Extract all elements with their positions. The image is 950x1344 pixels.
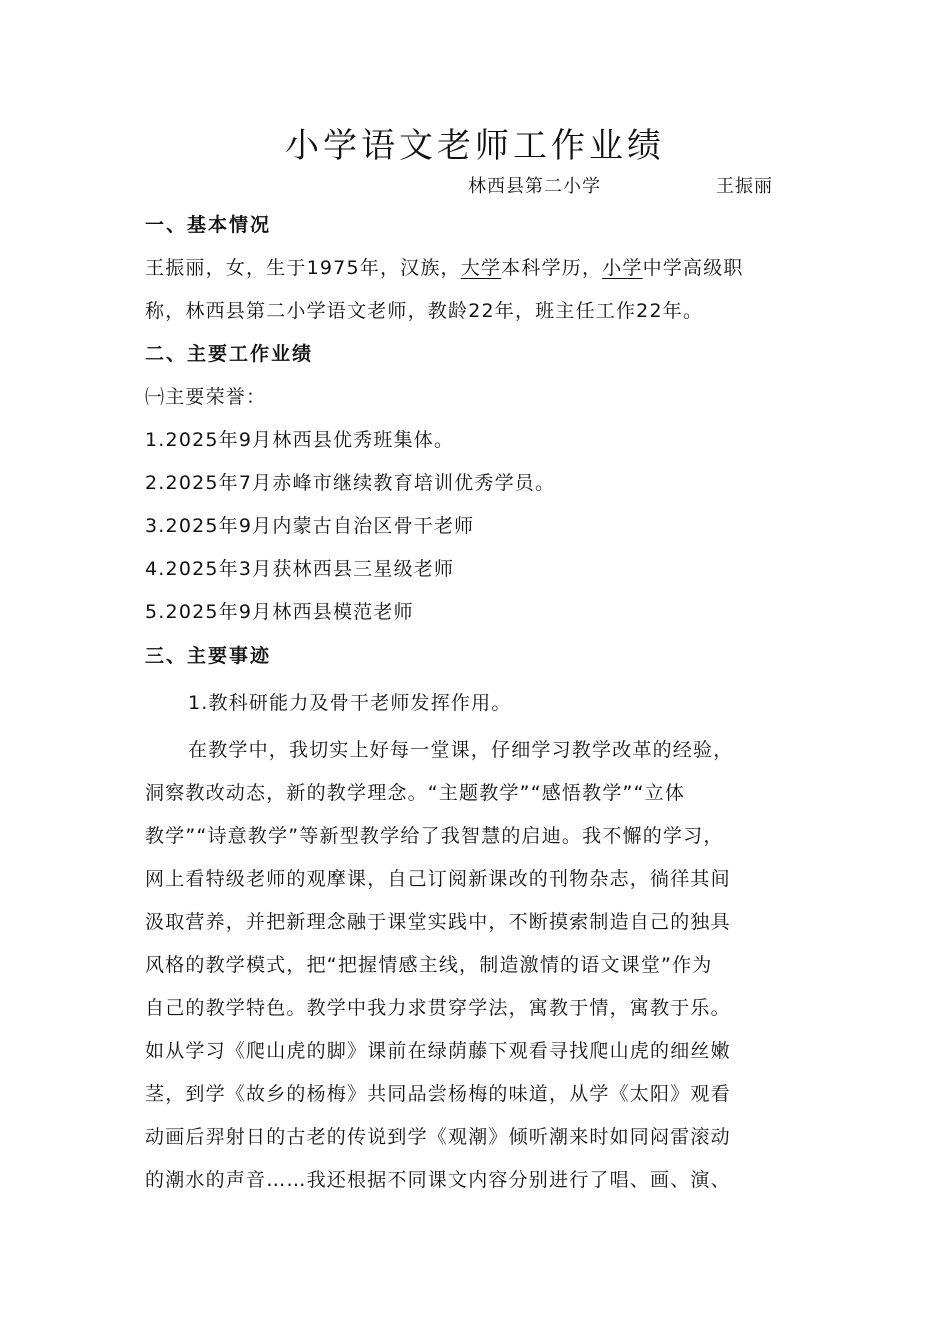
section-heading-achievements: 二、主要工作业绩: [145, 343, 314, 365]
honor-item: 4.2025年3月获林西县三星级老师: [145, 558, 455, 580]
paragraph-line: 的潮水的声音……我还根据不同课文内容分别进行了唱、画、演、: [145, 1169, 731, 1191]
honor-item: 3.2025年9月内蒙古自治区骨干老师: [145, 515, 475, 537]
honors-subheading: ㈠主要荣誉：: [145, 386, 267, 408]
paragraph-line: 教学”“诗意教学”等新型教学给了我智慧的启迪。我不懈的学习，: [145, 825, 724, 847]
basic-info-text: 王振丽，女，生于1975年，汉族，: [145, 257, 461, 279]
basic-info-text: 中学高级职: [642, 257, 744, 279]
document-title: 小学语文老师工作业绩: [285, 126, 665, 166]
section-heading-basic-info: 一、基本情况: [145, 214, 272, 236]
paragraph-line: 网上看特级老师的观摩课，自己订阅新课改的刊物杂志，徜徉其间: [145, 868, 731, 890]
honor-item: 5.2025年9月林西县模范老师: [145, 601, 414, 623]
primary-school-link[interactable]: 小学: [602, 257, 643, 279]
paragraph-line: 自己的教学特色。教学中我力求贯穿学法，寓教于情，寓教于乐。: [145, 997, 731, 1019]
paragraph-line: 在教学中，我切实上好每一堂课，仔细学习教学改革的经验，: [188, 739, 734, 761]
honor-item: 2.2025年7月赤峰市继续教育培训优秀学员。: [145, 472, 556, 494]
paragraph-line: 茎，到学《故乡的杨梅》共同品尝杨梅的味道，从学《太阳》观看: [145, 1083, 731, 1105]
paragraph-line: 洞察教改动态，新的教学理念。“主题教学”“感悟教学”“立体: [145, 782, 686, 804]
school-name: 林西县第二小学: [468, 176, 601, 197]
paragraph-line: 动画后羿射日的古老的传说到学《观潮》倾听潮来时如同闷雷滚动: [145, 1126, 731, 1148]
basic-info-text: 本科学历，: [501, 257, 603, 279]
basic-info-line-1: [145, 253, 810, 283]
author-name: 王振丽: [716, 176, 773, 197]
paragraph-line: 如从学习《爬山虎的脚》课前在绿荫藤下观看寻找爬山虎的细丝嫩: [145, 1040, 731, 1062]
university-link[interactable]: 大学: [460, 257, 502, 279]
honor-item: 1.2025年9月林西县优秀班集体。: [145, 429, 455, 451]
paragraph-line: 汲取营养，并把新理念融于课堂实践中，不断摸索制造自己的独具: [145, 911, 731, 933]
basic-info-line-2: 称，林西县第二小学语文老师，教龄22年，班主任工作22年。: [145, 300, 704, 322]
deeds-item-1: 1.教科研能力及骨干老师发挥作用。: [188, 692, 512, 714]
section-heading-deeds: 三、主要事迹: [145, 645, 272, 667]
paragraph-line: 风格的教学模式，把“把握情感主线，制造激情的语文课堂”作为: [145, 954, 713, 976]
